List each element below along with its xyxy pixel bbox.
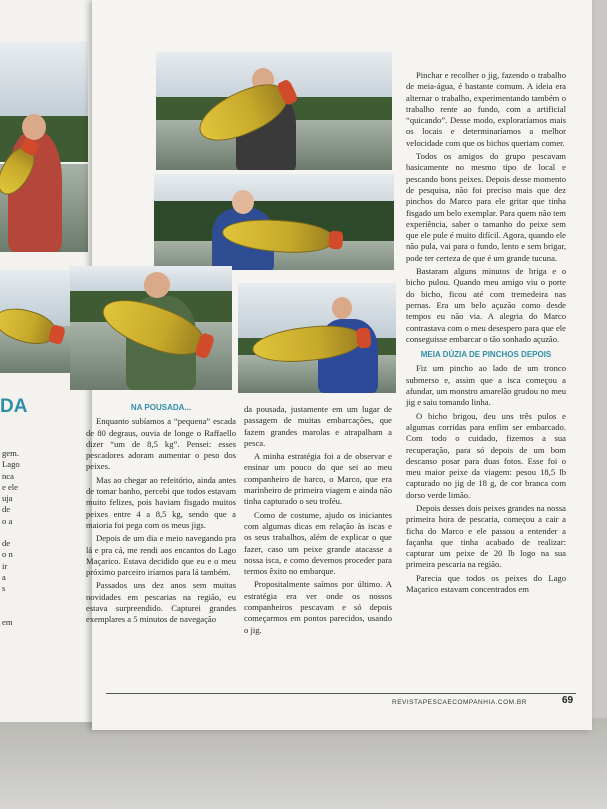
photo-angler-sunglasses: [70, 266, 232, 390]
paragraph: Depois de um dia e meio navegando pra lá e pra cá, me rendi aos encantos do Lago Maçarico. Estava decidido que eu e o meu próximo parceiro iríamos para lá também.: [86, 533, 236, 578]
left-line: o a: [2, 515, 13, 526]
paragraph: da pousada, justamente em um lugar de passagem de muitas embarcações, que fazem grandes marolas e atrapalham a pesca.: [244, 404, 392, 448]
left-line: de: [2, 538, 11, 549]
left-line: o n: [2, 549, 13, 560]
left-page-text-fragment: [2, 448, 26, 628]
paragraph: Mas ao chegar ao refeitório, ainda antes de tomar banho, percebi que todos estavam muito felizes, pois haviam fisgado muitos peixes entre 4 a 8,5 kg, sendo que a maioria foi pega com os meus jigs.: [86, 474, 236, 530]
paragraph: Enquanto subíamos a “pequena” escada de 80 degraus, ouvia de longe o Raffaello dizer “um de 8,5 kg”. Pensei: esses pescadores adoram aumentar o peso dos peixes.: [86, 416, 236, 472]
section-heading-fragment: DA: [0, 396, 28, 417]
paragraph: Bastaram alguns minutos de briga e o bicho pulou. Quando meu amigo viu o porte do bicho, ficou até com tremedeira nas pernas. Era um belo açuzão como desde tempos eu não via. A alegria do Marco contrastava com o meu desespero para que ele conseguisse embarcar o tão sonhado açuzão.: [406, 266, 566, 344]
desk-surface: [0, 718, 607, 809]
left-line: em: [2, 616, 13, 627]
footer-rule: [106, 693, 576, 694]
left-line: s: [2, 583, 6, 594]
text-column-3: [406, 70, 566, 597]
photo-angler-pink-cap: [238, 283, 396, 393]
left-line: gem.: [2, 448, 19, 458]
page-number: 69: [562, 695, 574, 706]
left-line: Lago: [2, 459, 20, 470]
paragraph: Pinchar e recolher o jig, fazendo o trabalho de meia-água, é bastante comum. A ideia era alternar o trabalho, experimentando também o trabalho rente ao fundo, com a artificial “quicando”. Desse modo, exploraríamos mais os locais e determinaríamos a melhor velocidade com que os bichos queriam comer.: [406, 70, 566, 148]
left-line: de: [2, 504, 11, 515]
photo-angler-white-beard: [154, 174, 394, 270]
paragraph: Depois desses dois peixes grandes na nossa primeira hora de pescaria, começou a cair a ficha do Marco e ele passou a entender a façanha que tinha acabado de realizar: capturar um peixe de 20 lb logo na sua primeira pescaria na região.: [406, 502, 566, 570]
paragraph: Todos os amigos do grupo pescavam basicamente no mesmo tipo de local e pescando bons peixes. Depois desse momento de pesquisa, não foi preciso mais que dez pinchos do Marco para ele gritar que tinha fisgado um belo exemplar. Para quem não tem experiência, saber o tamanho do peixe sem que ele pule é muito difícil. Agora, quando ele não pula, vai para o fundo, lento e sem brigar, pode ter certeza de que é um grande tucuna.: [406, 151, 566, 263]
left-line: nca: [2, 470, 14, 481]
section-heading-pinchos: MEIA DÚZIA DE PINCHOS DEPOIS: [420, 350, 552, 360]
paragraph: O bicho brigou, deu uns três pulos e algumas corridas para enfim ser embarcado. Com todo o cuidado, fizemos a sua recuperação, para só depois de um bom descanso posar para duas fotos. Esse foi o meu maior peixe da viagem: pesou 18,5 lb capturado no jig de 18 g, de cor branca com dorso verde limão.: [406, 410, 566, 500]
magazine-page: [86, 0, 592, 730]
paragraph: Propositalmente saímos por último. A estratégia era ver onde os nossos companheiros pescavam e só depois começarmos em pontos parecidos, usando o jig.: [244, 579, 392, 635]
left-line: ir: [2, 560, 8, 571]
paragraph: Como de costume, ajudo os iniciantes com algumas dicas em relação às iscas e os seus trabalhos, além de explicar o que fazer, caso um peixe grande atacasse a nossa isca, e como devemos proceder para termos êxito no embarque.: [244, 509, 392, 577]
left-line: e ele: [2, 481, 18, 492]
left-line: a: [2, 571, 6, 582]
paragraph: Fiz um pincho ao lado de um tronco submerso e, assim que a isca começou a afundar, um monstro amarelão grudou no meu jig e saiu tomando linha.: [406, 363, 566, 408]
section-heading-pousada: NA POUSADA...: [130, 403, 192, 412]
photo-angler-left-top: [0, 42, 88, 252]
paragraph: Passados uns dez anos sem muitas novidades em pescarias na região, eu estava surpreendido. Capturei grandes exemplares a 5 minutos de navegação: [86, 580, 236, 625]
paragraph: A minha estratégia foi a de observar e ensinar um pouco do que sei ao meu companheiro de barco, o Marco, que era marinheiro de primeira viagem e ainda não tinha capturado o seu troféu.: [244, 451, 392, 507]
text-column-2: [244, 404, 392, 638]
paragraph: Parecia que todos os peixes do Lago Maçarico estavam concentrados em: [406, 572, 566, 595]
left-line: uja: [2, 493, 13, 504]
photo-angler-cap-peacock-bass: [156, 52, 392, 170]
footer-website: REVISTAPESCAECOMPANHIA.COM.BR: [392, 699, 527, 706]
photo-angler-left-bottom: [0, 270, 70, 382]
text-column-1: [86, 402, 236, 628]
